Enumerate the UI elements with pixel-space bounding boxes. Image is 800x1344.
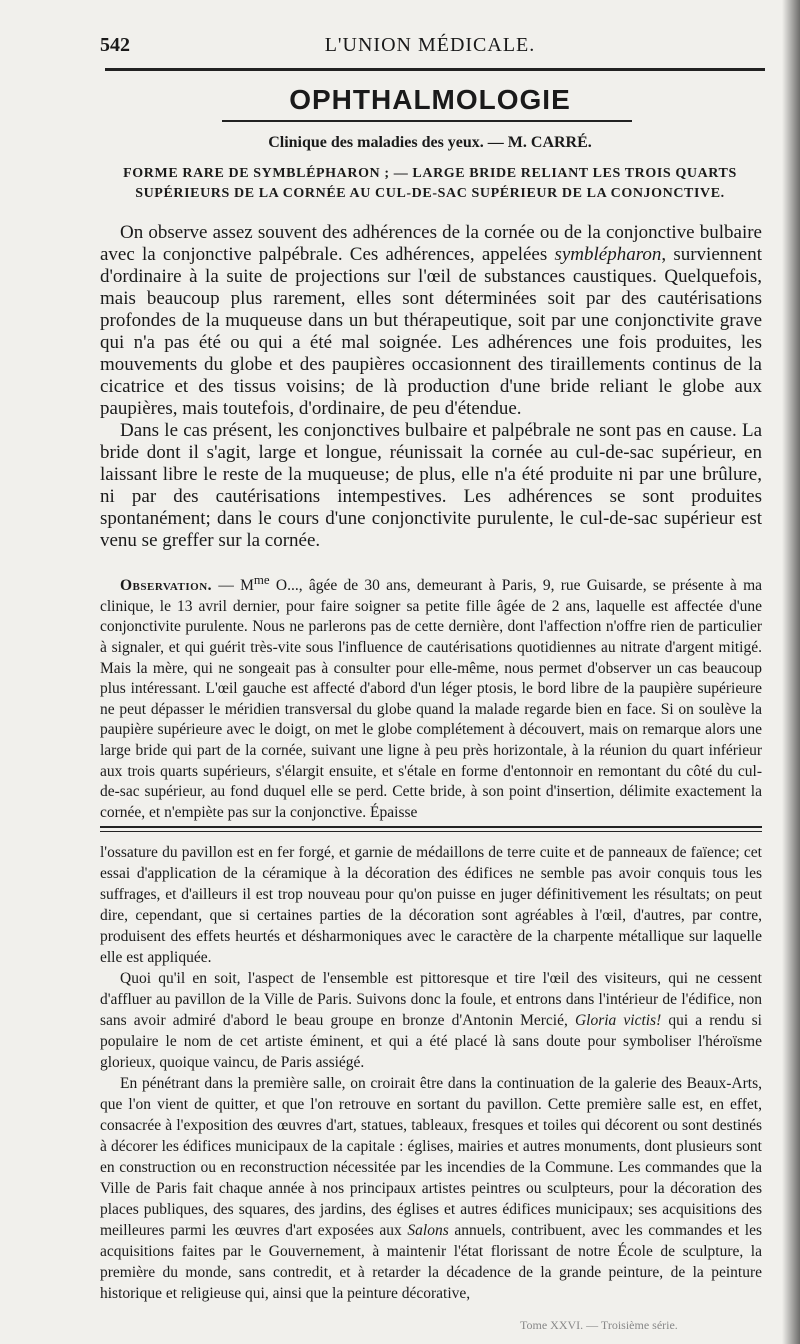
section-title: OPHTHALMOLOGIE — [289, 84, 571, 115]
binding-shadow — [782, 0, 800, 1344]
feuilleton-paragraph-1: l'ossature du pavillon est en fer forgé, et garnie de médaillons de terre cuite et de panneaux de faïence; cet essai d'application de la céramique à la décoration des édifices ne semble pas avoir conquis tous les suffrages, et d'ailleurs il est trop nouveau pour qu'on puisse en juger définitivement les résultats; on peut dire, cependant, que si certaines parties de la décoration sont agréables à l'œil, d'autres, par contre, produisent des effets heurtés et désharmoniques avec le caractère de la charpente métallique sur laquelle elle est appliquée. — [100, 844, 762, 966]
article-subtitle-line1: FORME RARE DE SYMBLÉPHARON ; — LARGE BRIDE RELIANT LES TROIS QUARTS — [123, 166, 737, 181]
footer-text: Tome XXVI. — Troisième série. — [520, 1318, 678, 1332]
feuilleton-rule-bottom — [100, 831, 762, 832]
term-symblepharon: symblépharon — [554, 244, 662, 265]
header-rule — [105, 68, 765, 71]
paragraph-1: On observe assez souvent des adhérences de la cornée ou de la conjonctive bulbaire avec la conjonctive palpébrale. Ces adhérences, appelées symblépharon, surviennent d'ordinaire à la suite de projections sur l'œil de substances caustiques. Quelquefois, mais beaucoup plus rarement, elles sont déterminées soit par des cautérisations profondes de la muqueuse dans un but thérapeutique, soit par une conjonctivite grave qui n'a pas été ou qui a été mal soignée. Les adhérences une fois produites, les mouvements du globe et des paupières occasionnent des tiraillements continus de la cicatrice et des tissus voisins; de là production d'une bride reliant le globe aux paupières, mais toutefois, d'ordinaire, de peu d'étendue. — [100, 222, 762, 419]
section-rule — [222, 120, 632, 122]
feuilleton-block — [100, 842, 762, 1304]
clinique-line: Clinique des maladies des yeux. — M. CARRÉ. — [268, 134, 592, 151]
paragraph-2: Dans le cas présent, les conjonctives bulbaire et palpébrale ne sont pas en cause. La bride dont il s'agit, large et longue, réunissait la cornée au cul-de-sac supérieur, en laissant libre le reste de la muqueuse; de plus, elle n'a été produite ni par une brûlure, ni par des cautérisations intempestives. Les adhérences se sont produites spontanément; dans le cours d'une conjonctivite purulente, le cul-de-sac supérieur est venu se greffer sur la cornée. — [100, 420, 762, 551]
observation-paragraph: Observation. — $M^{me}$ O..., âgée de 30 ans, demeurant à Paris, 9, rue Guisarde, se présente à ma clinique, le 13 avril dernier, pour faire soigner sa petite fille âgée de 2 ans, laquelle est affectée d'une conjonctivite purulente. Nous ne parlerons pas de cette dernière, dont l'affection n'offre rien de particulier à signaler, et qui guérit très-vite sous l'influence de cautérisations quotidiennes au nitrate d'argent mitigé. Mais la mère, qui ne songeait pas à consulter pour elle-même, nous permet d'observer un cas beaucoup plus intéressant. L'œil gauche est affecté d'abord d'un léger ptosis, le bord libre de la paupière supérieure ne peut dépasser le méridien transversal du globe quand la malade regarde bien en face. Si on soulève la paupière supérieure avec le doigt, on met le globe complétement à découvert, mais on remarque alors une large bride qui part de la cornée, suivant une ligne à peu près horizontale, à la réunion du quart inférieur aux trois quarts supérieurs, s'élargit ensuite, et s'étale en forme d'entonnoir en remontant du côté du cul-de-sac supérieur, au fond duquel elle se perd. Cette bride, à son point d'insertion, délimite exactement la cornée, et n'empiète pas sur la conjonctive. Épaisse — [100, 572, 763, 821]
observation-block — [100, 570, 762, 823]
feuilleton-paragraph-2: Quoi qu'il en soit, l'aspect de l'ensemble est pittoresque et tire l'œil des visiteurs, qui ne cessent d'affluer au pavillon de la Ville de Paris. Suivons donc la foule, et entrons dans l'intérieur de l'édifice, non sans avoir admiré d'abord le beau groupe en bronze d'Antonin Mercié, Gloria victis! qui a rendu si populaire le nom de cet artiste éminent, et qui a été placé là sans doute pour symboliser l'héroïsme glorieux, quoique vaincu, de Paris assiégé. — [100, 970, 762, 1071]
article-body — [100, 222, 762, 552]
feuilleton-rule-top — [100, 826, 762, 828]
article-subtitle-line2: SUPÉRIEURS DE LA CORNÉE AU CUL-DE-SAC SUPÉRIEUR DE LA CONJONCTIVE. — [135, 186, 725, 201]
observation-heading: Observation. — [120, 577, 213, 595]
feuilleton-paragraph-3: En pénétrant dans la première salle, on croirait être dans la continuation de la galerie des Beaux-Arts, que l'on vient de quitter, et que l'on retrouve en sortant du pavillon. Cette première salle est, en effet, consacrée à l'exposition des œuvres d'art, statues, tableaux, fresques et toiles qui décorent ou sont destinés à décorer les édifices municipaux de la capitale : églises, mairies et autres monuments, dont plusieurs sont en construction ou en reconstruction nécessitée par les incendies de la Commune. Les commandes que la Ville de Paris fait chaque année à nos principaux artistes peintres ou sculpteurs, pour la décoration des places publiques, des squares, des jardins, des églises et autres édifices municipaux; ses acquisitions des meilleures parmi les œuvres d'art exposées aux Salons annuels, contribuent, avec les commandes et les acquisitions faites par le Gouvernement, à maintenir l'état florissant de notre École de sculpture, la première du monde, sans contredit, et à retarder la décadence de la grande peinture, de la peinture historique et religieuse qui, ainsi que la peinture décorative, — [100, 1075, 762, 1302]
page-header — [100, 34, 760, 60]
running-title: L'UNION MÉDICALE. — [324, 34, 536, 56]
page-number: 542 — [100, 34, 130, 56]
